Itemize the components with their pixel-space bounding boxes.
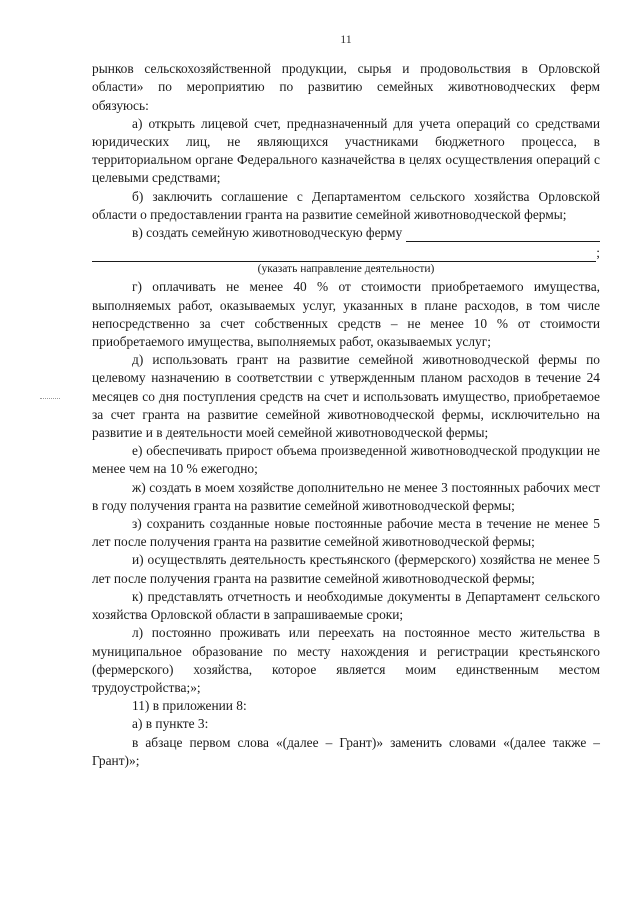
item-11a-text: в абзаце первом слова «(далее – Грант)» заменить словами «(далее также – Грант)»;: [92, 734, 600, 768]
item-v-blank: [406, 228, 600, 242]
document-page: [92, 30, 600, 770]
item-l: л) постоянно проживать или переехать на постоянное место жительства в муниципальное образование по месту нахождения и регистрации крестьянского (фермерского) хозяйства, которое является моим единственным местом трудоустройства;»;: [92, 625, 600, 695]
intro-line-1: рынков сельскохозяйственной продукции, сырья и продовольствия в Орловской: [92, 61, 600, 77]
item-v-row: [92, 224, 600, 242]
page-number: 11: [340, 32, 352, 46]
margin-mark: [40, 398, 60, 399]
item-v-end: ;: [596, 245, 600, 261]
intro-line-3: обязуюсь:: [92, 97, 149, 113]
item-v-caption: (указать направление деятельности): [257, 263, 435, 276]
item-g: г) оплачивать не менее 40 % от стоимости приобретаемого имущества, выполняемых работ, оказываемых услуг, указанных в плане расходов, в том числе непосредственно за счет собственных средств – не менее 10 % от стоимости приобретаемого имущества, выполняемых работ, оказываемых услуг;: [92, 279, 600, 350]
item-11a: а) в пункте 3:: [132, 716, 209, 732]
item-v-blank-2: [92, 249, 596, 262]
item-e: е) обеспечивать прирост объема произведенной животноводческой продукции не менее чем на 10 % ежегодно;: [92, 443, 600, 477]
item-11: 11) в приложении 8:: [132, 698, 247, 714]
item-b: б) заключить соглашение с Департаментом сельского хозяйства Орловской области о предоставлении гранта на развитие семейной животноводческой фермы;: [92, 188, 600, 222]
item-k: к) представлять отчетность и необходимые документы в Департамент сельского хозяйства Орловской области в запрашиваемые сроки;: [92, 588, 600, 623]
item-d: д) использовать грант на развитие семейной животноводческой фермы по целевому назначению в соответствии с утвержденным планом расходов в течение 24 месяцев со дня поступления средств на счет и использовать имущество, приобретаемое за счет гранта на развитие семейной животноводческой фермы, исключительно на развитие и в деятельности моей семейной животноводческой фермы;: [92, 352, 600, 441]
item-zh: ж) создать в моем хозяйстве дополнительно не менее 3 постоянных рабочих мест в году получения гранта на развитие семейной животноводческой фермы;: [92, 479, 600, 513]
intro-line-2: области» по мероприятию по развитию семейных животноводческих ферм: [92, 79, 600, 95]
item-v-blank-row: [92, 244, 600, 262]
item-v: в) создать семейную животноводческую ферму: [132, 225, 403, 241]
item-i: и) осуществлять деятельность крестьянского (фермерского) хозяйства не менее 5 лет после получения гранта на развитие семейной животноводческой фермы;: [92, 552, 600, 586]
item-a: а) открыть лицевой счет, предназначенный для учета операций со средствами юридических лиц, не являющихся участниками бюджетного процесса, в территориальном органе Федерального казначейства в целях осуществления операций с целевыми средствами;: [92, 115, 600, 186]
item-z: з) сохранить созданные новые постоянные рабочие места в течение не менее 5 лет после получения гранта на развитие семейной животноводческой фермы;: [92, 516, 600, 550]
